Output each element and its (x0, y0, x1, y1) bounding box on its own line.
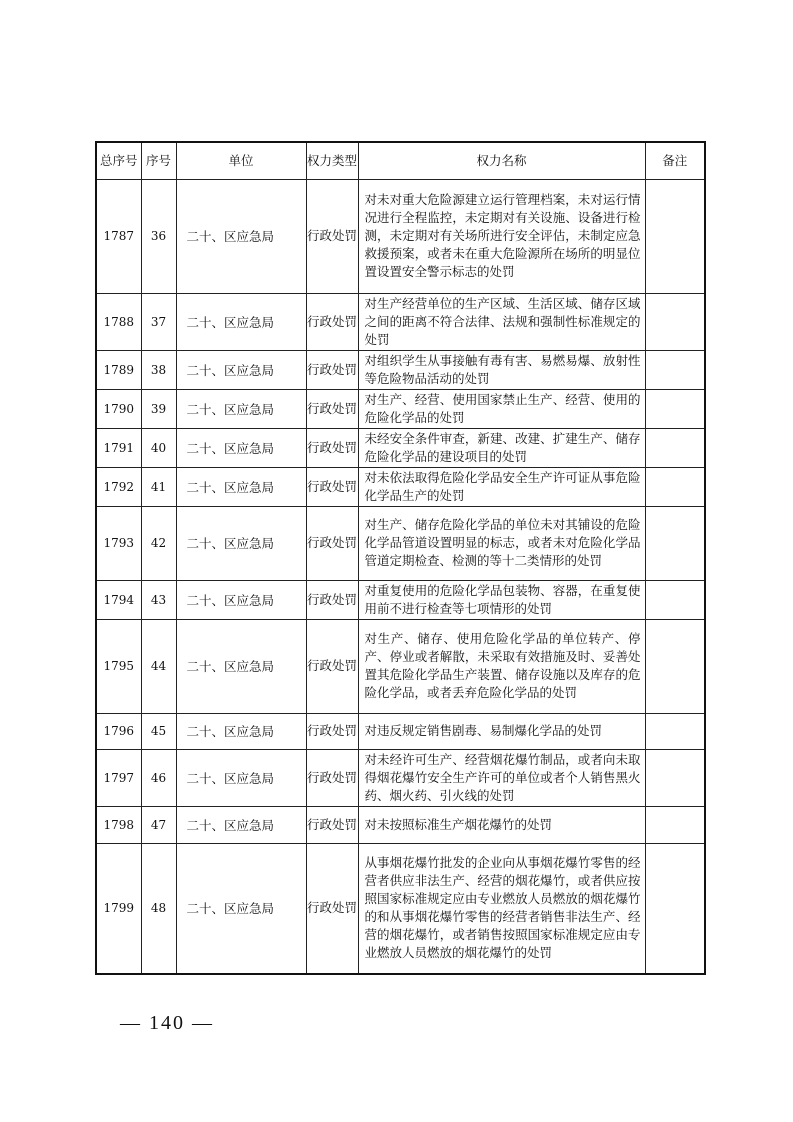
row-sequence-number: 42 (141, 506, 176, 580)
row-remark (645, 506, 705, 580)
row-power-type: 行政处罚 (306, 806, 358, 843)
row-power-type: 行政处罚 (306, 467, 358, 506)
page-number: — 140 — (120, 1012, 214, 1034)
row-sequence-number: 36 (141, 179, 176, 293)
row-total-number: 1793 (96, 506, 141, 580)
row-remark (645, 179, 705, 293)
row-unit: 二十、区应急局 (176, 619, 306, 713)
row-remark (645, 619, 705, 713)
row-total-number: 1792 (96, 467, 141, 506)
row-power-name: 对生产、储存危险化学品的单位未对其铺设的危险化学品管道设置明显的标志，或者未对危险化学品管道定期检查、检测的等十二类情形的处罚 (358, 506, 645, 580)
table-row (96, 713, 705, 749)
row-power-name: 对未对重大危险源建立运行管理档案，未对运行情况进行全程监控，未定期对有关设施、设备进行检测，未定期对有关场所进行安全评估，未制定应急救援预案，或者未在重大危险源所在场所的明显位置设置安全警示标志的处罚 (358, 179, 645, 293)
row-sequence-number: 47 (141, 806, 176, 843)
row-power-name: 对生产、经营、使用国家禁止生产、经营、使用的危险化学品的处罚 (358, 389, 645, 428)
row-total-number: 1791 (96, 428, 141, 467)
row-unit: 二十、区应急局 (176, 580, 306, 619)
table-row (96, 580, 705, 619)
row-remark (645, 580, 705, 619)
row-remark (645, 806, 705, 843)
row-sequence-number: 45 (141, 713, 176, 749)
row-remark (645, 428, 705, 467)
row-power-name: 对违反规定销售剧毒、易制爆化学品的处罚 (358, 713, 645, 749)
row-unit: 二十、区应急局 (176, 749, 306, 806)
row-power-name: 对重复使用的危险化学品包装物、容器，在重复使用前不进行检查等七项情形的处罚 (358, 580, 645, 619)
row-unit: 二十、区应急局 (176, 506, 306, 580)
row-unit: 二十、区应急局 (176, 806, 306, 843)
header-unit: 单位 (176, 142, 306, 179)
row-sequence-number: 39 (141, 389, 176, 428)
row-power-name: 对未经许可生产、经营烟花爆竹制品，或者向未取得烟花爆竹安全生产许可的单位或者个人销售黑火药、烟火药、引火线的处罚 (358, 749, 645, 806)
row-total-number: 1789 (96, 350, 141, 389)
table-header-row (96, 142, 705, 179)
row-remark (645, 749, 705, 806)
row-power-type: 行政处罚 (306, 749, 358, 806)
row-remark (645, 293, 705, 350)
row-total-number: 1794 (96, 580, 141, 619)
row-unit: 二十、区应急局 (176, 389, 306, 428)
row-remark (645, 350, 705, 389)
table-row (96, 806, 705, 843)
row-remark (645, 713, 705, 749)
row-sequence-number: 48 (141, 843, 176, 974)
table-row (96, 428, 705, 467)
row-power-type: 行政处罚 (306, 389, 358, 428)
row-remark (645, 467, 705, 506)
row-total-number: 1788 (96, 293, 141, 350)
power-list-table (95, 141, 706, 975)
row-total-number: 1790 (96, 389, 141, 428)
row-total-number: 1799 (96, 843, 141, 974)
header-sequence-number: 序号 (141, 142, 176, 179)
row-power-name: 未经安全条件审查，新建、改建、扩建生产、储存危险化学品的建设项目的处罚 (358, 428, 645, 467)
row-total-number: 1795 (96, 619, 141, 713)
row-sequence-number: 46 (141, 749, 176, 806)
row-remark (645, 389, 705, 428)
row-power-name: 对生产经营单位的生产区域、生活区域、储存区域之间的距离不符合法律、法规和强制性标准规定的处罚 (358, 293, 645, 350)
row-power-type: 行政处罚 (306, 179, 358, 293)
row-unit: 二十、区应急局 (176, 350, 306, 389)
row-unit: 二十、区应急局 (176, 713, 306, 749)
row-power-name: 对生产、储存、使用危险化学品的单位转产、停产、停业或者解散，未采取有效措施及时、妥善处置其危险化学品生产装置、储存设施以及库存的危险化学品，或者丢弃危险化学品的处罚 (358, 619, 645, 713)
row-sequence-number: 38 (141, 350, 176, 389)
row-unit: 二十、区应急局 (176, 179, 306, 293)
row-power-name: 从事烟花爆竹批发的企业向从事烟花爆竹零售的经营者供应非法生产、经营的烟花爆竹，或者供应按照国家标准规定应由专业燃放人员燃放的烟花爆竹的和从事烟花爆竹零售的经营者销售非法生产、经营的烟花爆竹，或者销售按照国家标准规定应由专业燃放人员燃放的烟花爆竹的处罚 (358, 843, 645, 974)
row-power-type: 行政处罚 (306, 293, 358, 350)
row-total-number: 1787 (96, 179, 141, 293)
row-unit: 二十、区应急局 (176, 467, 306, 506)
row-power-type: 行政处罚 (306, 619, 358, 713)
table-row (96, 506, 705, 580)
row-power-type: 行政处罚 (306, 713, 358, 749)
table-row (96, 293, 705, 350)
row-remark (645, 843, 705, 974)
row-total-number: 1798 (96, 806, 141, 843)
row-power-name: 对未按照标准生产烟花爆竹的处罚 (358, 806, 645, 843)
row-power-name: 对未依法取得危险化学品安全生产许可证从事危险化学品生产的处罚 (358, 467, 645, 506)
row-total-number: 1796 (96, 713, 141, 749)
row-unit: 二十、区应急局 (176, 843, 306, 974)
row-sequence-number: 41 (141, 467, 176, 506)
row-sequence-number: 44 (141, 619, 176, 713)
table-row (96, 467, 705, 506)
row-power-type: 行政处罚 (306, 843, 358, 974)
row-sequence-number: 37 (141, 293, 176, 350)
row-unit: 二十、区应急局 (176, 428, 306, 467)
row-power-type: 行政处罚 (306, 506, 358, 580)
header-remark: 备注 (645, 142, 705, 179)
table-row (96, 350, 705, 389)
row-power-type: 行政处罚 (306, 350, 358, 389)
row-unit: 二十、区应急局 (176, 293, 306, 350)
row-power-type: 行政处罚 (306, 428, 358, 467)
table-row (96, 389, 705, 428)
header-power-name: 权力名称 (358, 142, 645, 179)
row-power-type: 行政处罚 (306, 580, 358, 619)
row-power-name: 对组织学生从事接触有毒有害、易燃易爆、放射性等危险物品活动的处罚 (358, 350, 645, 389)
row-total-number: 1797 (96, 749, 141, 806)
header-total-number: 总序号 (96, 142, 141, 179)
table-row (96, 843, 705, 974)
table-row (96, 749, 705, 806)
table-row (96, 179, 705, 293)
row-sequence-number: 40 (141, 428, 176, 467)
header-power-type: 权力类型 (306, 142, 358, 179)
table-row (96, 619, 705, 713)
row-sequence-number: 43 (141, 580, 176, 619)
